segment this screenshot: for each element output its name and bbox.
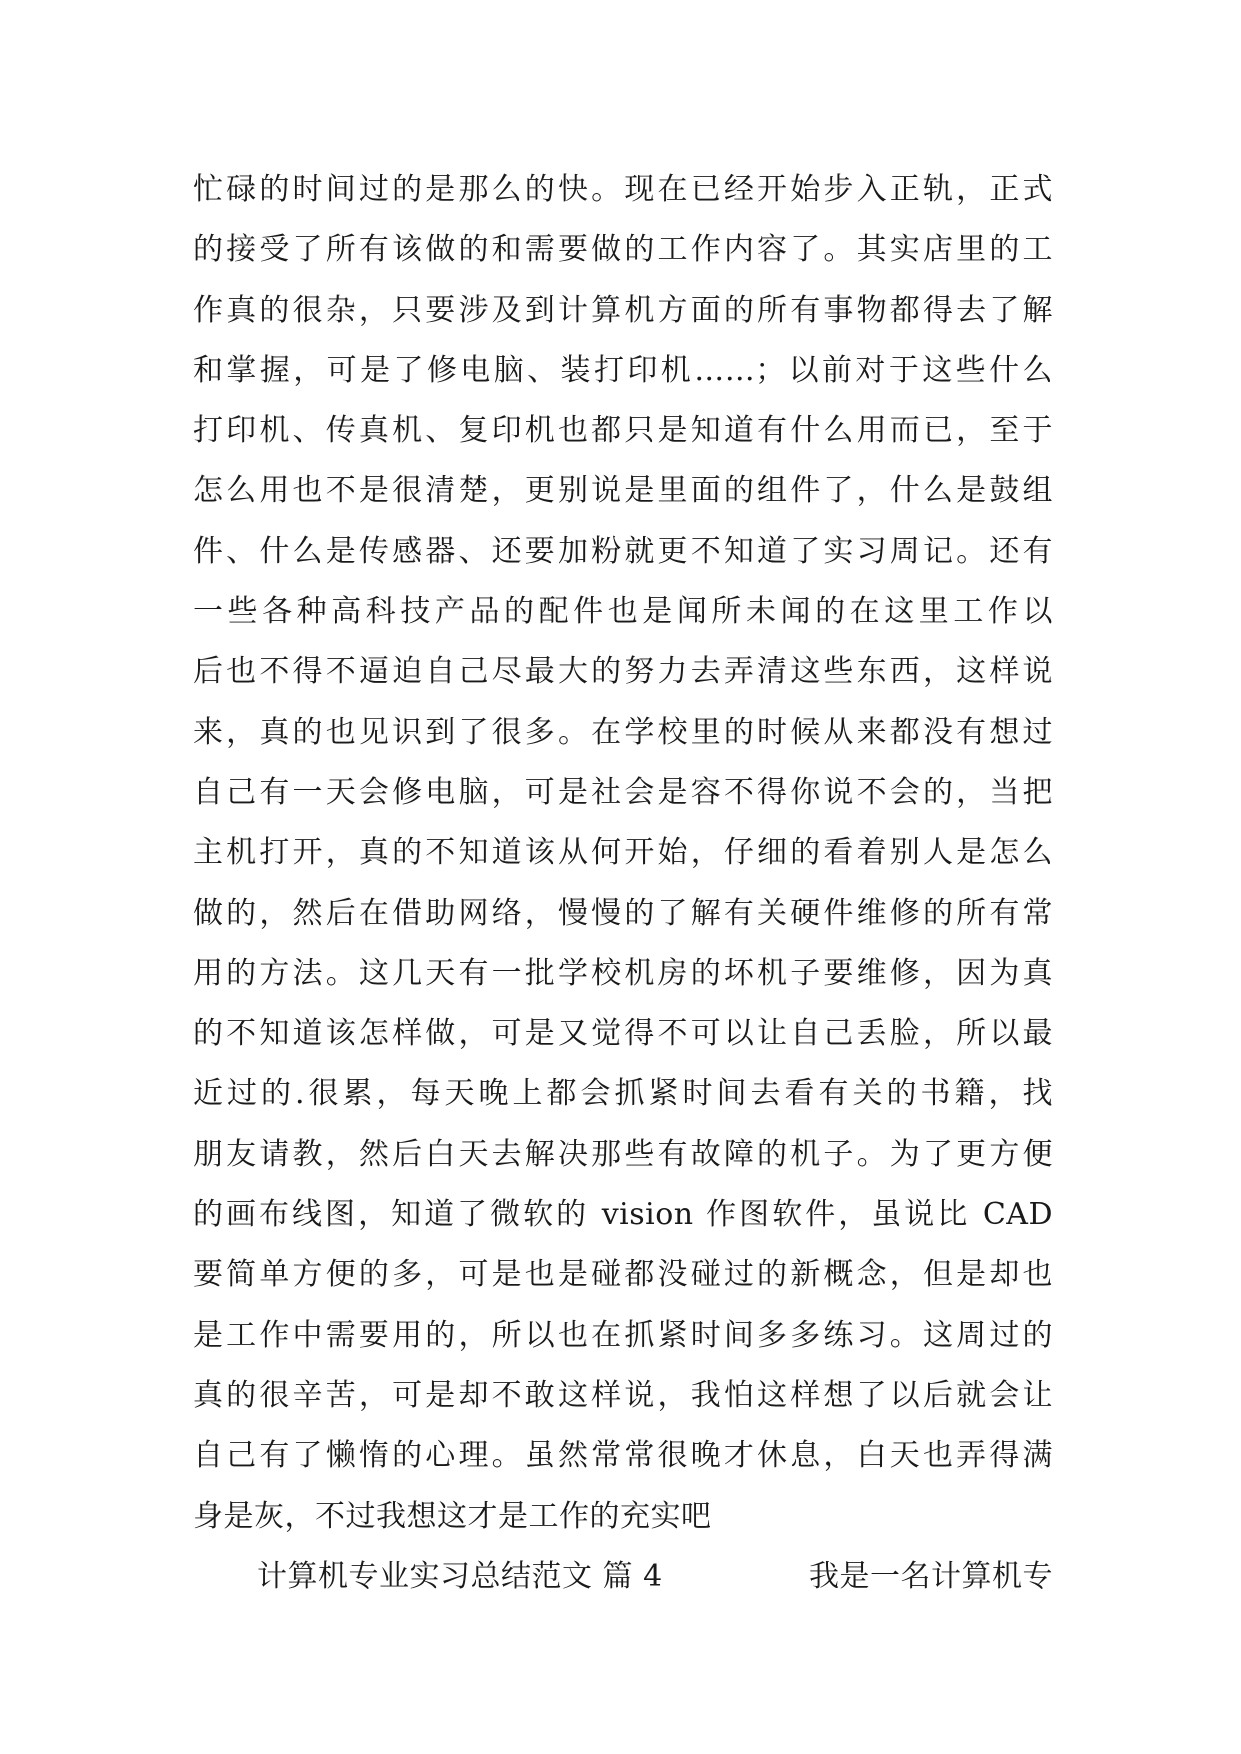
text-line: 要简单方便的多，可是也是碰都没碰过的新概念，但是却也 — [193, 1257, 1053, 1293]
text-line: 后也不得不逼迫自己尽最大的努力去弄清这些东西，这样说 — [193, 654, 1053, 690]
text-line: 件、什么是传感器、还要加粉就更不知道了实习周记。还有 — [193, 533, 1053, 569]
body-text — [193, 160, 1053, 1607]
text-line: 怎么用也不是很清楚，更别说是里面的组件了，什么是鼓组 — [193, 473, 1053, 509]
text-line: 来，真的也见识到了很多。在学校里的时候从来都没有想过 — [193, 714, 1053, 750]
text-line: 近过的.很累，每天晚上都会抓紧时间去看有关的书籍，找 — [193, 1076, 1053, 1112]
text-line: 的不知道该怎样做，可是又觉得不可以让自己丢脸，所以最 — [193, 1016, 1053, 1052]
text-line: 自己有了懒惰的心理。虽然常常很晚才休息，白天也弄得满 — [193, 1438, 1053, 1474]
text-line: 的接受了所有该做的和需要做的工作内容了。其实店里的工 — [193, 232, 1053, 268]
text-line: 的画布线图，知道了微软的 vision 作图软件，虽说比 CAD — [193, 1197, 1053, 1233]
section-heading-line — [193, 1547, 1053, 1607]
text-line: 自己有一天会修电脑，可是社会是容不得你说不会的，当把 — [193, 774, 1053, 810]
text-line: 用的方法。这几天有一批学校机房的坏机子要维修，因为真 — [193, 955, 1053, 991]
section-opening-text: 我是一名计算机专 — [809, 1558, 1053, 1594]
text-line: 作真的很杂，只要涉及到计算机方面的所有事物都得去了解 — [193, 292, 1053, 328]
text-line: 忙碌的时间过的是那么的快。现在已经开始步入正轨，正式 — [193, 172, 1053, 207]
text-line: 真的很辛苦，可是却不敢这样说，我怕这样想了以后就会让 — [193, 1377, 1053, 1413]
text-line: 主机打开，真的不知道该从何开始，仔细的看着别人是怎么 — [193, 835, 1053, 871]
text-line: 朋友请教，然后白天去解决那些有故障的机子。为了更方便 — [193, 1136, 1053, 1172]
text-line-last: 身是灰，不过我想这才是工作的充实吧 — [193, 1498, 712, 1534]
text-line: 一些各种高科技产品的配件也是闻所未闻的在这里工作以 — [193, 594, 1053, 630]
text-line: 做的，然后在借助网络，慢慢的了解有关硬件维修的所有常 — [193, 895, 1053, 931]
section-heading: 计算机专业实习总结范文 篇 4 — [257, 1558, 663, 1594]
text-line: 是工作中需要用的，所以也在抓紧时间多多练习。这周过的 — [193, 1317, 1053, 1353]
text-line: 和掌握，可是了修电脑、装打印机……；以前对于这些什么 — [193, 352, 1053, 388]
text-line: 打印机、传真机、复印机也都只是知道有什么用而已，至于 — [193, 413, 1053, 449]
